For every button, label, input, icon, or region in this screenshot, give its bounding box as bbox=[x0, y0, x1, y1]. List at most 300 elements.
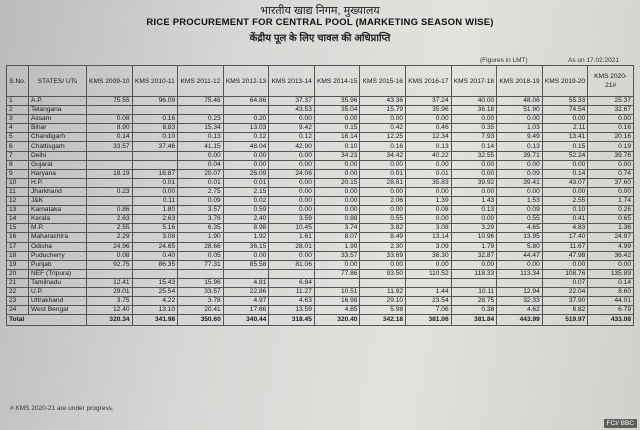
table-row bbox=[7, 169, 634, 178]
table-cell: 32.33 bbox=[497, 297, 543, 306]
table-cell: 44.01 bbox=[588, 297, 634, 306]
table-cell: 0.00 bbox=[542, 187, 588, 196]
table-cell: 0.42 bbox=[360, 124, 406, 133]
row-serial-number: 2 bbox=[7, 106, 29, 115]
table-row bbox=[7, 124, 634, 133]
table-row bbox=[7, 242, 634, 251]
table-cell: 37.46 bbox=[132, 142, 178, 151]
table-cell: 0.08 bbox=[406, 206, 452, 215]
table-cell: 0.74 bbox=[588, 169, 634, 178]
table-cell: 33.57 bbox=[87, 142, 133, 151]
table-cell: 77.86 bbox=[314, 269, 360, 278]
table-cell: 0.00 bbox=[223, 151, 269, 160]
table-cell: 93.50 bbox=[360, 269, 406, 278]
table-row bbox=[7, 287, 634, 296]
table-cell: 110.52 bbox=[406, 269, 452, 278]
table-cell: 37.60 bbox=[588, 178, 634, 187]
table-cell bbox=[269, 269, 315, 278]
table-cell: 0.04 bbox=[178, 160, 224, 169]
table-cell: 74.54 bbox=[542, 106, 588, 115]
table-cell bbox=[451, 278, 497, 287]
table-cell: 1.43 bbox=[451, 197, 497, 206]
row-state-name: H.P. bbox=[29, 178, 87, 187]
table-cell: 36.15 bbox=[223, 242, 269, 251]
table-cell: 0.00 bbox=[269, 197, 315, 206]
table-cell: 32.55 bbox=[451, 151, 497, 160]
table-cell: 28.01 bbox=[269, 242, 315, 251]
table-cell bbox=[314, 278, 360, 287]
table-cell: 3.76 bbox=[178, 215, 224, 224]
table-cell: 1.53 bbox=[497, 197, 543, 206]
table-cell: 0.00 bbox=[542, 115, 588, 124]
table-cell: 64.86 bbox=[223, 97, 269, 106]
table-cell: 4.81 bbox=[223, 278, 269, 287]
table-cell: 0.00 bbox=[497, 187, 543, 196]
table-cell: 0.00 bbox=[360, 206, 406, 215]
row-state-name: Gujarat bbox=[29, 160, 87, 169]
row-state-name: Kerala bbox=[29, 215, 87, 224]
table-cell: 33.69 bbox=[360, 251, 406, 260]
column-header: KMS 2011-12 bbox=[178, 66, 224, 97]
table-cell: 11.92 bbox=[360, 287, 406, 296]
total-cell: 381.84 bbox=[451, 315, 497, 326]
total-label: Total bbox=[7, 315, 87, 326]
row-serial-number: 16 bbox=[7, 233, 29, 242]
table-row bbox=[7, 115, 634, 124]
table-cell: 4.62 bbox=[497, 306, 543, 315]
table-cell: 24.96 bbox=[87, 242, 133, 251]
table-cell: 10.45 bbox=[269, 224, 315, 233]
table-cell: 16.98 bbox=[314, 297, 360, 306]
table-cell: 26.09 bbox=[223, 169, 269, 178]
table-cell: 5.98 bbox=[360, 306, 406, 315]
row-state-name: Jharkhand bbox=[29, 187, 87, 196]
table-cell: 0.55 bbox=[497, 215, 543, 224]
table-cell: 43.07 bbox=[542, 178, 588, 187]
row-state-name: Telangana bbox=[29, 106, 87, 115]
row-state-name: Chandigarh bbox=[29, 133, 87, 142]
table-cell: 0.00 bbox=[360, 115, 406, 124]
table-cell: 3.57 bbox=[178, 206, 224, 215]
table-cell: 0.08 bbox=[87, 251, 133, 260]
table-cell: 13.41 bbox=[542, 133, 588, 142]
table-cell: 0.00 bbox=[269, 160, 315, 169]
table-row bbox=[7, 224, 634, 233]
column-header: KMS 2013-14 bbox=[269, 66, 315, 97]
column-header: KMS 2016-17 bbox=[406, 66, 452, 97]
table-cell: 2.15 bbox=[223, 187, 269, 196]
row-serial-number: 24 bbox=[7, 306, 29, 315]
row-serial-number: 22 bbox=[7, 287, 29, 296]
row-state-name: Maharashtra bbox=[29, 233, 87, 242]
column-header: KMS 2017-18 bbox=[451, 66, 497, 97]
total-cell: 341.98 bbox=[132, 315, 178, 326]
table-cell: 39.71 bbox=[497, 151, 543, 160]
table-cell: 0.08 bbox=[87, 115, 133, 124]
table-cell: 0.00 bbox=[269, 206, 315, 215]
table-cell: 0.00 bbox=[451, 160, 497, 169]
column-header: S.No. bbox=[7, 66, 29, 97]
table-cell: 40.00 bbox=[451, 97, 497, 106]
table-cell: 1.90 bbox=[178, 233, 224, 242]
table-cell: 9.49 bbox=[497, 133, 543, 142]
table-cell: 0.00 bbox=[406, 187, 452, 196]
table-cell bbox=[497, 278, 543, 287]
table-cell: 0.00 bbox=[360, 187, 406, 196]
row-state-name: Assam bbox=[29, 115, 87, 124]
table-cell: 0.15 bbox=[542, 142, 588, 151]
total-cell: 519.97 bbox=[542, 315, 588, 326]
table-cell: 0.00 bbox=[406, 160, 452, 169]
table-cell: 1.44 bbox=[406, 287, 452, 296]
table-cell: 32.67 bbox=[588, 106, 634, 115]
table-cell: 0.14 bbox=[588, 278, 634, 287]
table-cell: 3.08 bbox=[406, 224, 452, 233]
table-cell: 5.16 bbox=[132, 224, 178, 233]
table-cell: 48.06 bbox=[497, 97, 543, 106]
table-cell: 3.75 bbox=[87, 297, 133, 306]
table-cell: 20.16 bbox=[588, 133, 634, 142]
table-cell: 0.09 bbox=[178, 197, 224, 206]
table-cell: 0.00 bbox=[588, 115, 634, 124]
table-cell: 4.63 bbox=[269, 297, 315, 306]
row-state-name: Tamilnadu bbox=[29, 278, 87, 287]
table-cell: 28.75 bbox=[451, 297, 497, 306]
table-cell: 0.00 bbox=[269, 187, 315, 196]
table-row bbox=[7, 260, 634, 269]
table-cell: 0.23 bbox=[178, 115, 224, 124]
table-cell: 0.12 bbox=[223, 133, 269, 142]
total-cell: 433.08 bbox=[588, 315, 634, 326]
column-header: KMS 2009-10 bbox=[87, 66, 133, 97]
table-cell: 52.24 bbox=[542, 151, 588, 160]
table-cell: 6.79 bbox=[588, 306, 634, 315]
row-serial-number: 4 bbox=[7, 124, 29, 133]
table-cell: 35.96 bbox=[406, 106, 452, 115]
table-cell: 0.01 bbox=[178, 178, 224, 187]
table-cell bbox=[406, 278, 452, 287]
row-serial-number: 12 bbox=[7, 197, 29, 206]
table-body bbox=[7, 97, 634, 326]
total-cell: 350.60 bbox=[178, 315, 224, 326]
table-cell: 113.34 bbox=[497, 269, 543, 278]
table-cell: 0.14 bbox=[451, 142, 497, 151]
table-row bbox=[7, 178, 634, 187]
table-cell: 0.10 bbox=[132, 133, 178, 142]
table-cell: 5.80 bbox=[497, 242, 543, 251]
table-cell: 25.54 bbox=[132, 287, 178, 296]
table-cell: 23.54 bbox=[406, 297, 452, 306]
table-cell: 17.66 bbox=[223, 306, 269, 315]
table-cell: 3.78 bbox=[178, 297, 224, 306]
row-serial-number: 9 bbox=[7, 169, 29, 178]
table-cell: 6.35 bbox=[178, 224, 224, 233]
row-state-name: Punjab bbox=[29, 260, 87, 269]
table-cell: 0.41 bbox=[542, 215, 588, 224]
table-cell bbox=[132, 160, 178, 169]
table-cell: 2.63 bbox=[132, 215, 178, 224]
table-cell: 0.01 bbox=[132, 178, 178, 187]
table-cell bbox=[178, 269, 224, 278]
table-cell: 34.23 bbox=[314, 151, 360, 160]
table-cell: 1.39 bbox=[406, 197, 452, 206]
table-cell: 35.96 bbox=[314, 97, 360, 106]
table-cell: 1.79 bbox=[451, 242, 497, 251]
row-state-name: Bihar bbox=[29, 124, 87, 133]
row-serial-number: 8 bbox=[7, 160, 29, 169]
total-cell: 381.06 bbox=[406, 315, 452, 326]
table-cell: 2.06 bbox=[360, 197, 406, 206]
table-row bbox=[7, 197, 634, 206]
table-cell: 0.00 bbox=[314, 197, 360, 206]
row-state-name: Puducherry bbox=[29, 251, 87, 260]
table-cell: 0.00 bbox=[178, 151, 224, 160]
table-row bbox=[7, 233, 634, 242]
table-row bbox=[7, 142, 634, 151]
table-cell: 0.00 bbox=[132, 187, 178, 196]
row-serial-number: 6 bbox=[7, 142, 29, 151]
column-header: KMS 2020-21# bbox=[588, 66, 634, 97]
table-cell bbox=[87, 160, 133, 169]
table-cell: 0.16 bbox=[588, 124, 634, 133]
table-cell: 3.59 bbox=[269, 215, 315, 224]
table-cell: 0.19 bbox=[588, 142, 634, 151]
table-cell: 51.90 bbox=[497, 106, 543, 115]
table-cell: 33.57 bbox=[314, 251, 360, 260]
table-cell: 0.65 bbox=[588, 215, 634, 224]
row-serial-number: 14 bbox=[7, 215, 29, 224]
table-row bbox=[7, 215, 634, 224]
table-cell: 35.04 bbox=[314, 106, 360, 115]
table-cell: 0.13 bbox=[497, 142, 543, 151]
table-cell: 37.37 bbox=[269, 97, 315, 106]
table-cell: 12.40 bbox=[87, 306, 133, 315]
table-cell: 0.00 bbox=[588, 187, 634, 196]
table-cell: 1.61 bbox=[269, 233, 315, 242]
table-cell: 0.23 bbox=[87, 187, 133, 196]
row-serial-number: 17 bbox=[7, 242, 29, 251]
table-cell bbox=[87, 178, 133, 187]
column-header: STATES/ UTs bbox=[29, 66, 87, 97]
table-cell: 2.30 bbox=[360, 242, 406, 251]
column-header: KMS 2010-11 bbox=[132, 66, 178, 97]
table-cell: 0.55 bbox=[360, 215, 406, 224]
table-cell: 4.22 bbox=[132, 297, 178, 306]
table-cell: 86.35 bbox=[132, 260, 178, 269]
table-cell: 36.18 bbox=[451, 106, 497, 115]
table-cell: 10.96 bbox=[451, 233, 497, 242]
table-cell: 0.00 bbox=[314, 206, 360, 215]
table-cell bbox=[223, 106, 269, 115]
table-cell: 47.98 bbox=[542, 251, 588, 260]
table-cell: 0.01 bbox=[223, 178, 269, 187]
table-cell: 40.22 bbox=[406, 151, 452, 160]
table-cell: 13.14 bbox=[406, 233, 452, 242]
table-cell: 0.01 bbox=[360, 169, 406, 178]
table-cell: 28.61 bbox=[360, 178, 406, 187]
table-cell: 0.26 bbox=[588, 206, 634, 215]
table-cell bbox=[360, 278, 406, 287]
table-cell: 12.34 bbox=[406, 133, 452, 142]
table-cell: 2.55 bbox=[87, 224, 133, 233]
hindi-org-title: भारतीय खाद्य निगम, मुख्यालय bbox=[260, 5, 380, 17]
table-cell: 0.09 bbox=[497, 206, 543, 215]
table-cell: 2.29 bbox=[87, 233, 133, 242]
table-cell: 0.10 bbox=[314, 142, 360, 151]
progress-footnote: # KMS 2020-21 are under progress. bbox=[10, 405, 114, 412]
table-cell: 15.34 bbox=[178, 124, 224, 133]
table-cell: 1.74 bbox=[588, 197, 634, 206]
column-header: KMS 2012-13 bbox=[223, 66, 269, 97]
table-cell: 0.00 bbox=[314, 115, 360, 124]
table-cell: 13.95 bbox=[497, 233, 543, 242]
row-serial-number: 10 bbox=[7, 178, 29, 187]
table-cell: 12.25 bbox=[360, 133, 406, 142]
table-cell: 0.00 bbox=[406, 260, 452, 269]
table-cell: 0.86 bbox=[87, 206, 133, 215]
total-cell: 318.45 bbox=[269, 315, 315, 326]
table-row bbox=[7, 151, 634, 160]
table-cell: 44.47 bbox=[497, 251, 543, 260]
table-cell: 0.11 bbox=[132, 197, 178, 206]
table-cell: 18.19 bbox=[87, 169, 133, 178]
total-cell: 320.34 bbox=[87, 315, 133, 326]
table-cell: 42.90 bbox=[269, 142, 315, 151]
row-state-name: Haryana bbox=[29, 169, 87, 178]
table-cell: 13.10 bbox=[132, 306, 178, 315]
table-cell: 0.00 bbox=[451, 260, 497, 269]
table-cell: 13.03 bbox=[223, 124, 269, 133]
table-cell: 16.87 bbox=[132, 169, 178, 178]
row-serial-number: 11 bbox=[7, 187, 29, 196]
row-state-name: M.P. bbox=[29, 224, 87, 233]
table-cell: 0.00 bbox=[451, 215, 497, 224]
table-cell: 0.09 bbox=[497, 169, 543, 178]
table-cell: 0.00 bbox=[542, 260, 588, 269]
table-cell: 32.87 bbox=[451, 251, 497, 260]
table-cell: 4.65 bbox=[497, 224, 543, 233]
total-row bbox=[7, 315, 634, 326]
table-cell: 0.38 bbox=[451, 306, 497, 315]
table-cell: 75.55 bbox=[87, 97, 133, 106]
row-state-name: J&K bbox=[29, 197, 87, 206]
table-cell: 25.37 bbox=[588, 97, 634, 106]
row-state-name: NEF (Tripura) bbox=[29, 269, 87, 278]
table-cell: 55.33 bbox=[542, 97, 588, 106]
table-cell: 33.57 bbox=[178, 287, 224, 296]
table-row bbox=[7, 187, 634, 196]
table-cell: 0.40 bbox=[132, 251, 178, 260]
table-cell: 36.30 bbox=[406, 251, 452, 260]
table-cell: 0.00 bbox=[451, 169, 497, 178]
table-cell: 0.20 bbox=[223, 115, 269, 124]
table-cell: 0.00 bbox=[497, 115, 543, 124]
table-cell: 39.41 bbox=[497, 178, 543, 187]
table-cell: 24.65 bbox=[132, 242, 178, 251]
table-cell: 8.83 bbox=[132, 124, 178, 133]
table-cell: 7.06 bbox=[406, 306, 452, 315]
table-cell: 75.48 bbox=[178, 97, 224, 106]
table-cell: 15.79 bbox=[360, 106, 406, 115]
table-cell: 1.99 bbox=[314, 242, 360, 251]
table-cell: 20.41 bbox=[178, 306, 224, 315]
table-cell: 1.80 bbox=[132, 206, 178, 215]
table-cell: 0.35 bbox=[451, 124, 497, 133]
row-serial-number: 19 bbox=[7, 260, 29, 269]
row-serial-number: 15 bbox=[7, 224, 29, 233]
table-cell: 9.42 bbox=[269, 124, 315, 133]
table-cell: 0.13 bbox=[178, 133, 224, 142]
table-cell: 29.01 bbox=[87, 287, 133, 296]
table-cell: 15.96 bbox=[178, 278, 224, 287]
table-cell: 96.09 bbox=[132, 97, 178, 106]
table-cell: 0.00 bbox=[542, 160, 588, 169]
table-cell: 0.00 bbox=[314, 260, 360, 269]
table-cell: 12.94 bbox=[497, 287, 543, 296]
table-cell: 85.58 bbox=[223, 260, 269, 269]
table-cell bbox=[87, 106, 133, 115]
figures-unit-note: (Figures in LMT) bbox=[480, 57, 528, 64]
table-cell: 2.63 bbox=[87, 215, 133, 224]
table-cell: 77.31 bbox=[178, 260, 224, 269]
table-cell: 3.29 bbox=[451, 224, 497, 233]
table-cell: 0.00 bbox=[497, 160, 543, 169]
table-cell: 37.90 bbox=[542, 297, 588, 306]
table-cell: 0.46 bbox=[406, 124, 452, 133]
table-cell: 10.11 bbox=[451, 287, 497, 296]
table-cell bbox=[87, 151, 133, 160]
row-state-name: Karnataka bbox=[29, 206, 87, 215]
table-cell: 0.00 bbox=[269, 251, 315, 260]
table-cell: 0.00 bbox=[269, 115, 315, 124]
table-cell: 0.02 bbox=[223, 197, 269, 206]
table-cell: 0.10 bbox=[542, 206, 588, 215]
table-cell: 0.88 bbox=[314, 215, 360, 224]
table-cell: 17.40 bbox=[542, 233, 588, 242]
row-state-name: U.P. bbox=[29, 287, 87, 296]
table-cell: 16.14 bbox=[314, 133, 360, 142]
row-serial-number: 5 bbox=[7, 133, 29, 142]
table-cell: 0.00 bbox=[451, 187, 497, 196]
table-cell: 0.00 bbox=[588, 160, 634, 169]
table-cell: 118.33 bbox=[451, 269, 497, 278]
table-cell: 0.12 bbox=[269, 133, 315, 142]
table-cell: 0.16 bbox=[360, 142, 406, 151]
column-header: KMS 2018-19 bbox=[497, 66, 543, 97]
table-cell: 0.13 bbox=[451, 206, 497, 215]
table-cell: 4.97 bbox=[223, 297, 269, 306]
table-cell: 2.40 bbox=[223, 215, 269, 224]
table-cell: 8.98 bbox=[223, 224, 269, 233]
table-cell: 0.16 bbox=[132, 115, 178, 124]
table-cell: 0.00 bbox=[223, 160, 269, 169]
table-cell: 0.00 bbox=[223, 251, 269, 260]
row-serial-number: 13 bbox=[7, 206, 29, 215]
table-cell: 4.83 bbox=[542, 224, 588, 233]
table-cell: 0.00 bbox=[588, 260, 634, 269]
table-cell: 22.86 bbox=[223, 287, 269, 296]
table-cell bbox=[132, 269, 178, 278]
row-serial-number: 23 bbox=[7, 297, 29, 306]
table-cell: 0.59 bbox=[223, 206, 269, 215]
row-state-name: Odisha bbox=[29, 242, 87, 251]
table-cell: 0.00 bbox=[269, 151, 315, 160]
table-cell: 43.53 bbox=[269, 106, 315, 115]
table-cell: 0.00 bbox=[497, 260, 543, 269]
table-cell: 0.00 bbox=[314, 160, 360, 169]
row-state-name: Chattisgarh bbox=[29, 142, 87, 151]
table-cell: 108.76 bbox=[542, 269, 588, 278]
